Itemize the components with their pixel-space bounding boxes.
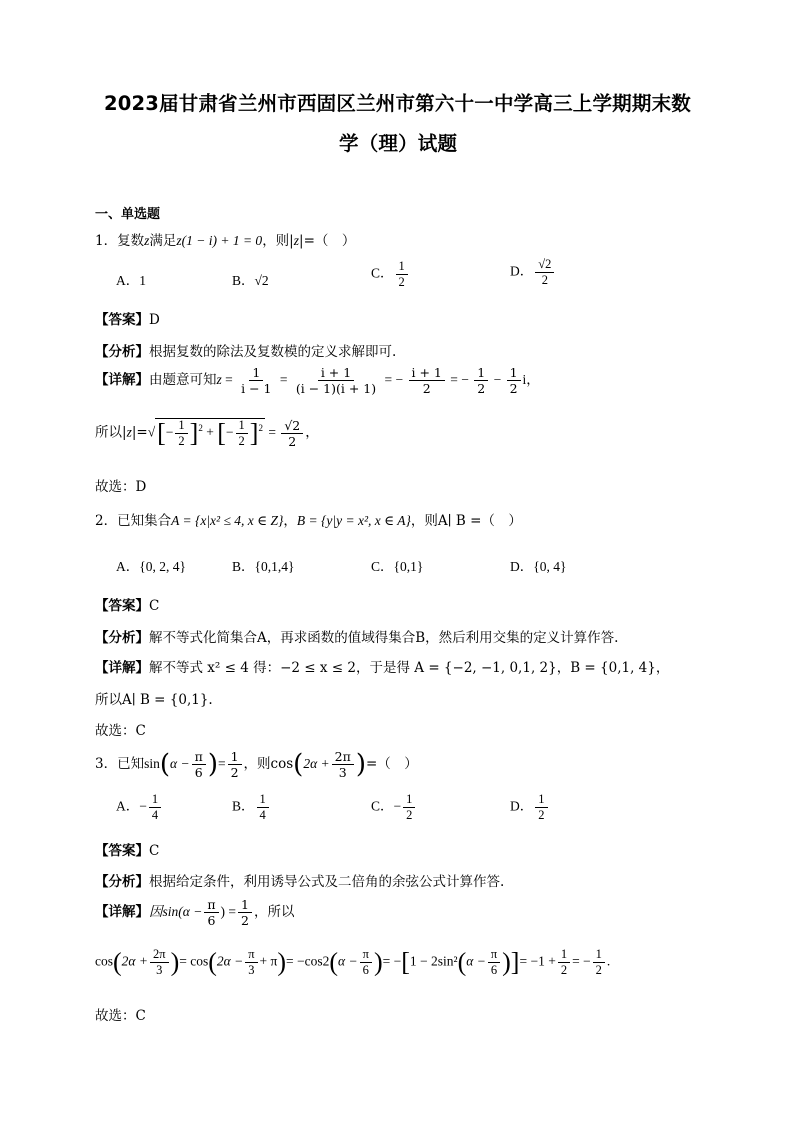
q2-option-c: C．{0,1} [371,559,424,574]
q3-answer: 【答案】C [95,843,160,859]
q3-analysis: 【分析】根据给定条件，利用诱导公式及二倍角的余弦公式计算作答. [95,874,505,890]
q2-conclusion: 故选：C [95,723,146,739]
q1-equation: z(1 − i) + 1 = 0 [176,233,263,248]
q2-analysis: 【分析】解不等式化简集合A，再求函数的值域得集合B，然后利用交集的定义计算作答. [95,630,619,646]
q1-z: z [144,233,150,248]
q3-conclusion: 故选：C [95,1008,146,1024]
page-title-line2: 学（理）试题 [339,132,458,155]
q2-set-b: B = {y|y = x², x ∈ A} [296,513,411,528]
q1-option-c: C． $\frac{1}{2}$ [371,260,410,289]
q2-answer: 【答案】C [95,598,160,614]
q2-option-a: A．{0, 2, 4} [116,559,186,574]
q2-intersection-line: 所以A∣ B = {0,1}. [95,692,213,708]
q1-detail: 【详解】由题意可知z = $\frac{1}{i - 1}$ = $\frac{i + 1}{(i - 1)(i + 1)}$ = − $\frac{i + 1}{2}$ = − $\frac{1}{2}$ − $\frac{1}{2}$ i， [95,365,540,397]
q2-option-d: D．{0, 4} [510,559,567,574]
q3-option-a: A．− $\frac{1}{4}$ [116,793,163,822]
q2-set-a: A = {x|x² ≤ 4, x ∈ Z} [171,513,284,528]
q2-option-b: B．{0,1,4} [232,559,295,574]
q2-detail: 【详解】解不等式 x² ≤ 4 得：−2 ≤ x ≤ 2，于是得 A = {−2, −1, 0,1, 2}，B = {0,1, 4}， [95,660,670,676]
q1-analysis: 【分析】根据复数的除法及复数模的定义求解即可. [95,344,397,360]
page-title-line1: 2023届甘肃省兰州市西固区兰州市第六十一中学高三上学期期末数 [104,92,691,115]
q1-stem-mid: 满足 [149,233,177,249]
q1-stem-post: ，则| [262,233,294,249]
q1-answer: 【答案】D [95,312,160,328]
q3-derivation-line: cos(2α + $\frac{2\pi}{3}$ )= cos(2α − $\frac{\pi}{3}$ + π)= −cos2(α − $\frac{\pi}{6}$ )= −[1 − 2sin²(α − $\frac{\pi}{6}$ )]= −1 + $\frac{1}{2}$ = − $\frac{1}{2}$ . [95,947,611,978]
q1-z2: z [293,233,300,248]
q1-stem-end: |=（ ） [299,233,356,249]
q3-detail: 【详解】因sin(α − $\frac{\pi}{6}$ ) = $\frac{1}{2}$ ，所以 [95,897,295,929]
q1-modulus-line: 所以|z|=√[− $\frac{1}{2}$ ]$^2$ + [− $\frac{1}{2}$ ]$^2$ = $\frac{√2}{2}$ ， [95,417,319,449]
q1-option-a: A．1 [116,273,146,288]
q1-stem-pre: 复数 [117,233,145,249]
q1-stem [95,229,355,249]
q2-stem: 2．已知集合A = {x|x² ≤ 4, x ∈ Z}，B = {y|y = x², x ∈ A}，则A∣ B =（ ） [95,513,522,529]
q3-option-b: B． $\frac{1}{4}$ [232,793,271,822]
q1-number: 1． [95,233,118,249]
q1-conclusion: 故选：D [95,479,147,495]
section-heading: 一、单选题 [95,207,161,222]
q1-option-d: D． $\frac{√2}{2}$ [510,258,556,287]
q1-option-b: B．√2 [232,273,269,288]
q3-option-d: D． $\frac{1}{2}$ [510,793,550,822]
q3-option-c: C．− $\frac{1}{2}$ [371,793,417,822]
q3-stem: 3．已知sin(α − $\frac{\pi}{6}$ )= $\frac{1}{2}$ ，则cos(2α + $\frac{2\pi}{3}$ )=（ ） [95,749,418,781]
